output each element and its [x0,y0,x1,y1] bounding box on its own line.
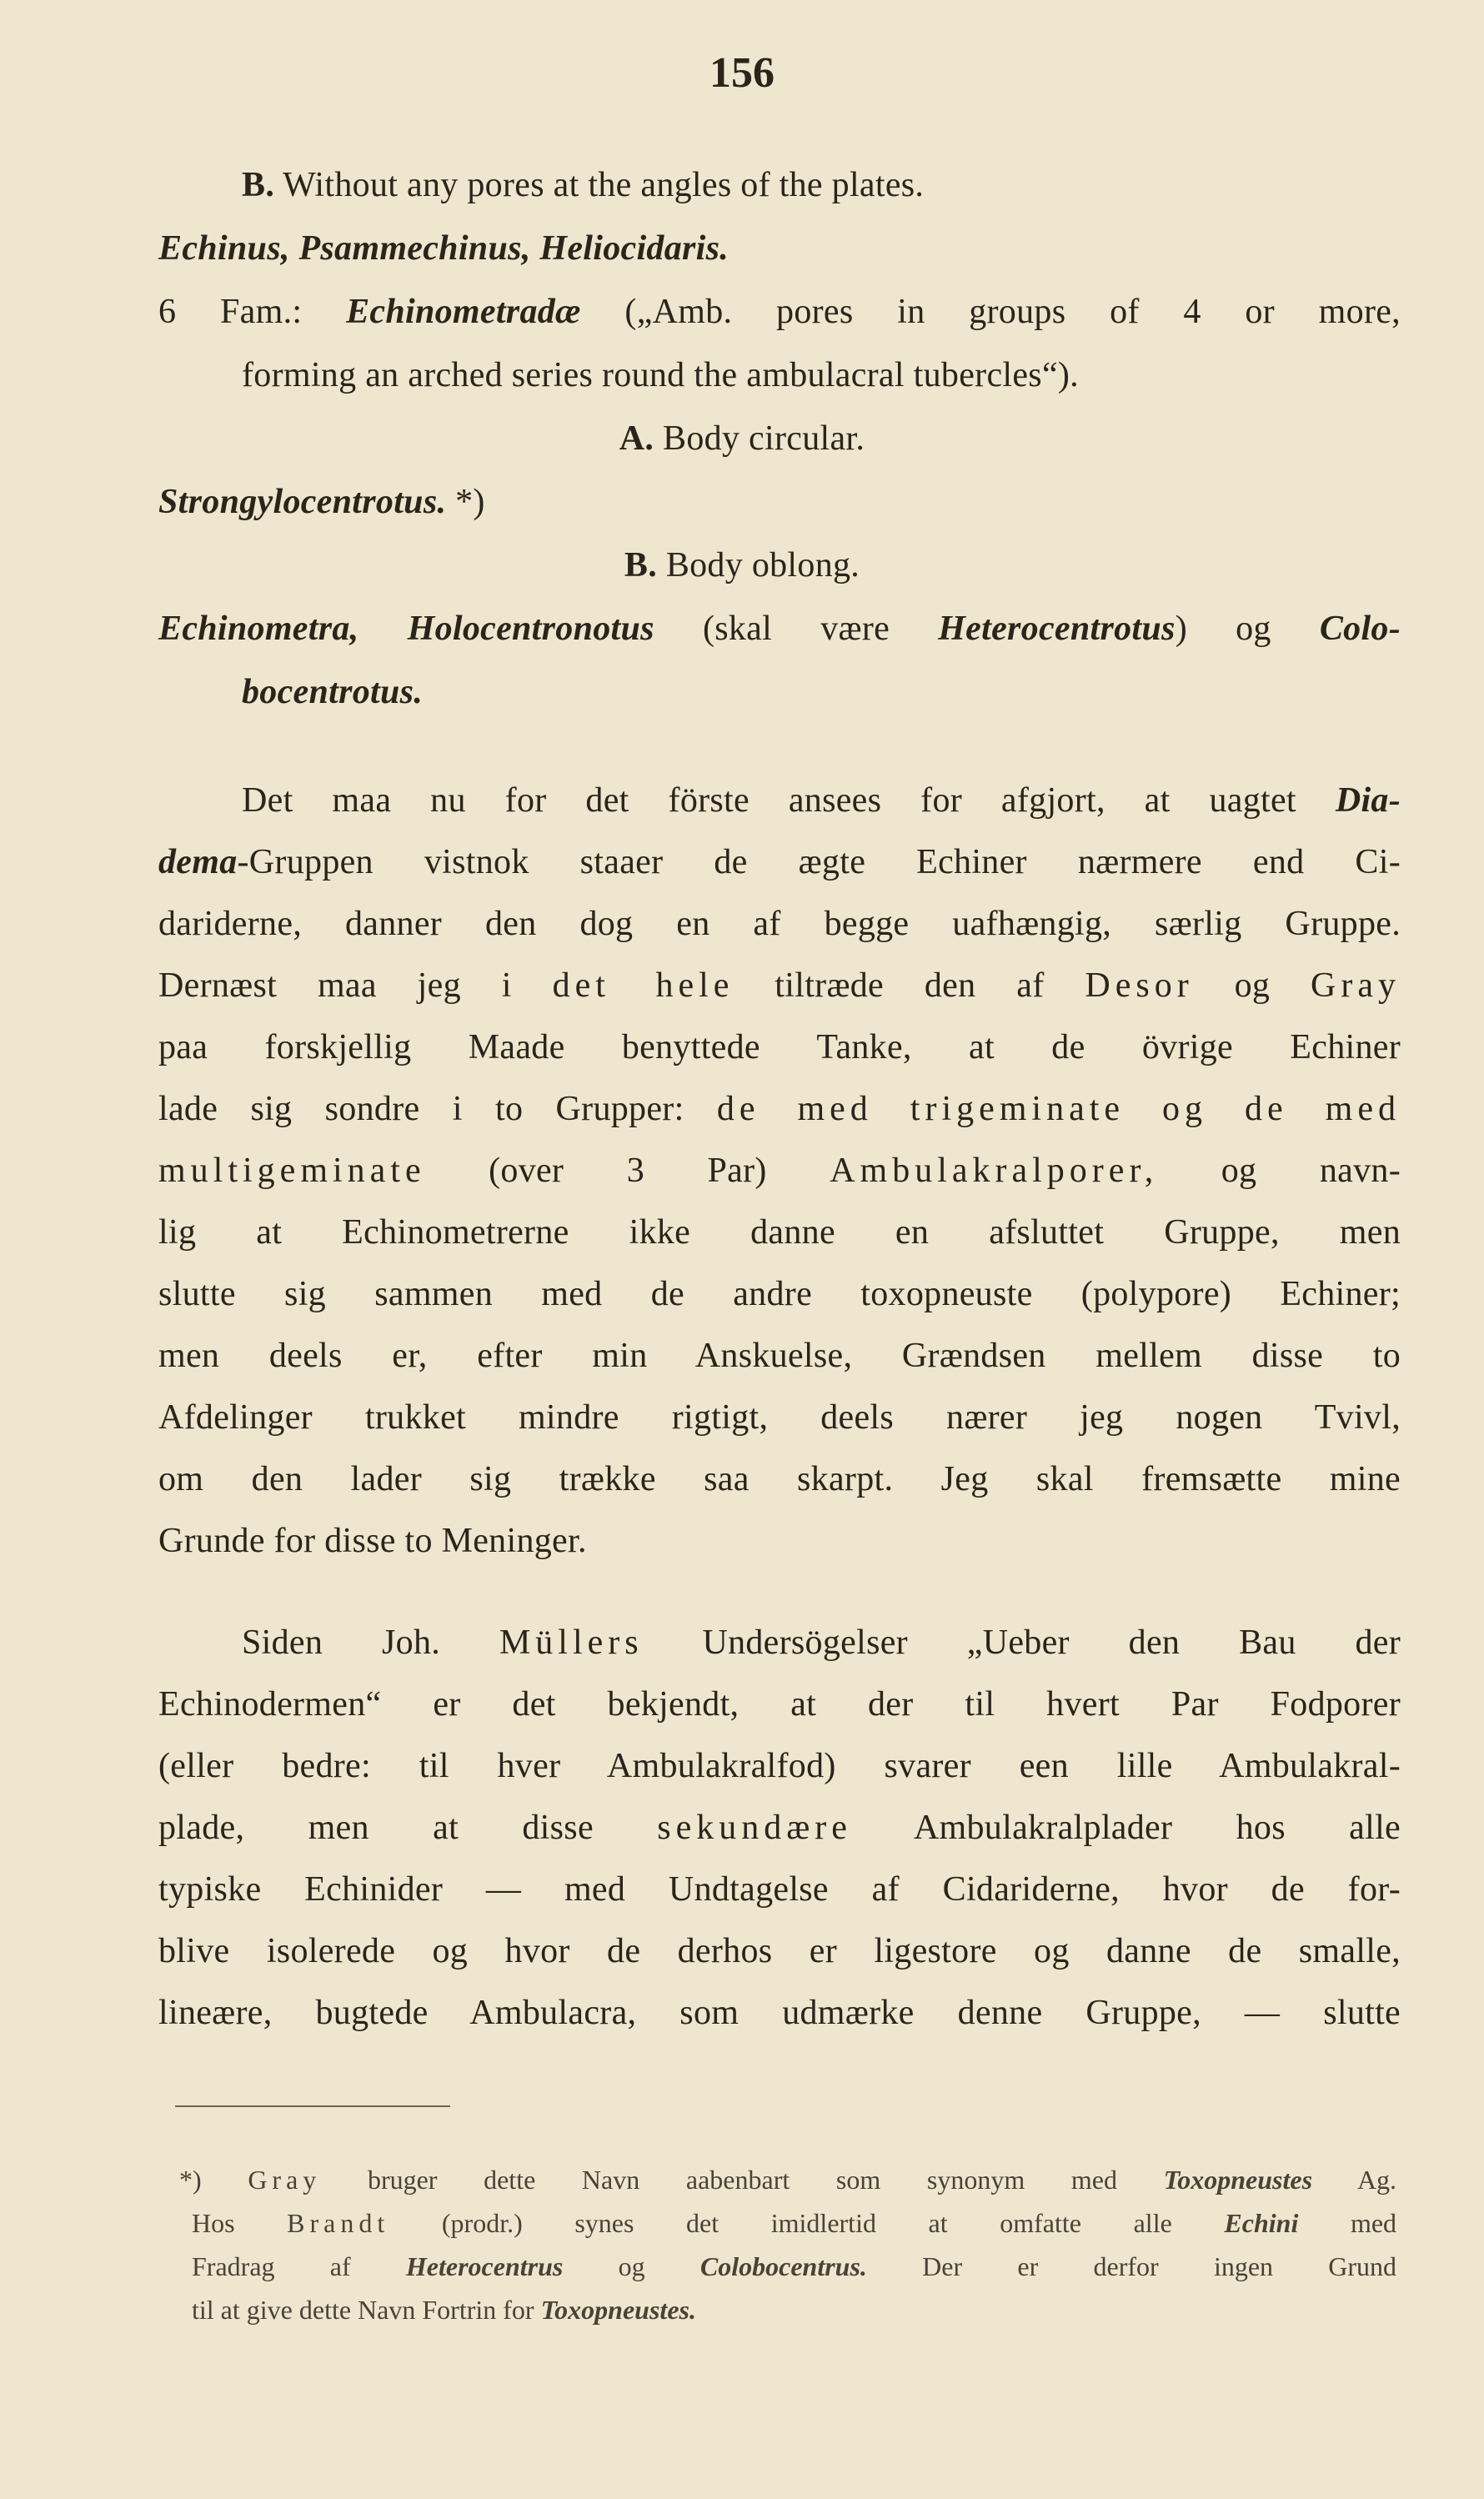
genera-line [158,223,1401,273]
footnote-line [192,2288,1396,2331]
genus-name: Echini [1224,2208,1299,2238]
author-name: Desor [1085,966,1194,1005]
spaced-text: de med trigeminate og de med [716,1090,1401,1128]
body-text-line: Echinodermen“ er det bekjendt, at der til hvert Par Fodporer [158,1685,1401,1724]
genus-name: Dia- [1335,781,1401,820]
body-text-line: om den lader sig trække saa skarpt. Jeg skal fremsætte mine [158,1460,1401,1498]
subsection-text: Body oblong. [665,546,860,585]
family-description: („Amb. pores in groups of 4 or more, [624,293,1401,331]
footnote-line [192,2201,1396,2245]
text-run: lade sig sondre i to Grupper: [158,1090,684,1128]
genus-name: Colobocentrus. [699,2251,867,2281]
inline-text: ) og [1175,610,1271,648]
body-text-line [158,837,1401,887]
genus-name: bocentrotus. [242,673,424,711]
body-text-line: (eller bedre: til hver Ambulakralfod) svarer een lille Ambulakral- [158,1747,1401,1785]
subsection-a-heading [0,414,1484,464]
genera-line [158,604,1401,654]
text-run: og [618,2251,645,2281]
body-text-line [158,961,1401,1011]
text-run: Det maa nu for det förste ansees for afgjort, at uagtet [242,781,1296,820]
footnote-rule [175,2105,450,2107]
footnote-marker: *) [179,2165,202,2195]
footnote-marker: *) [455,483,485,521]
body-text-line: dariderne, danner den dog en af begge uafhængig, særlig Gruppe. [158,905,1401,943]
text-run: (over 3 Par) [489,1152,767,1190]
genus-name: Heterocentrotus [938,610,1176,648]
body-text-line [242,1618,1401,1668]
body-text-line: paa forskjellig Maade benyttede Tanke, at de övrige Echiner [158,1028,1401,1066]
spaced-text: sekundære [657,1809,852,1847]
author-name: Müllers [499,1623,644,1662]
subsection-letter: A. [619,419,654,458]
subsection-text: Body circular. [663,419,865,458]
text-run: Ambulakralplader hos alle [913,1809,1401,1847]
text-run: Fradrag af [192,2251,351,2281]
family-name: Echinometradæ [346,293,581,331]
genus-name: Toxopneustes. [540,2295,696,2325]
footnote-line [192,2245,1396,2288]
author-name: Gray [248,2165,322,2195]
text-run: Undersögelser „Ueber den Bau der [702,1623,1401,1662]
genus-line-cont [242,667,1401,717]
text-run: (prodr.) synes det imidlertid at omfatte alle [441,2208,1172,2238]
body-text-line: typiske Echinider — med Undtagelse af Cidariderne, hvor de for- [158,1870,1401,1909]
family-number: 6 Fam.: [158,293,303,331]
section-letter: B. [242,166,275,204]
body-text-line [158,1146,1401,1196]
body-text-line: men deels er, efter min Anskuelse, Grændsen mellem disse to [158,1337,1401,1375]
body-text-line: lineære, bugtede Ambulacra, som udmærke denne Gruppe, — slutte [158,1994,1401,2032]
body-text-line: slutte sig sammen med de andre toxopneuste (polypore) Echiner; [158,1275,1401,1313]
text-run: Der er derfor ingen Grund [922,2251,1397,2281]
text-run: og navn- [1221,1152,1401,1190]
text-run: og [1234,966,1271,1005]
text-run: plade, men at disse [158,1809,594,1847]
body-text-line [158,1084,1401,1134]
body-text-line [242,775,1401,825]
section-b-heading [242,160,1401,210]
text-run: til at give dette Navn Fortrin for [192,2295,534,2325]
text-run: bruger dette Navn aabenbart som synonym med [367,2165,1117,2195]
body-text-line: lig at Echinometrerne ikke danne en afsluttet Gruppe, men [158,1213,1401,1252]
text-run: -Gruppen vistnok staaer de ægte Echiner nærmere end Ci- [237,843,1401,881]
body-text-line [158,1803,1401,1853]
body-text-line: blive isolerede og hvor de derhos er ligestore og danne de smalle, [158,1932,1401,1970]
subsection-b-heading [0,540,1484,590]
text-run: Hos [192,2208,235,2238]
genus-line [158,477,1401,527]
genera-list: Echinus, Psammechinus, Heliocidaris. [158,229,729,268]
section-text: Without any pores at the angles of the plates. [283,166,925,204]
text-run: Siden Joh. [242,1623,441,1662]
subsection-letter: B. [624,546,657,585]
genus-name: dema [158,843,238,881]
body-text-line: Afdelinger trukket mindre rigtigt, deels nærer jeg nogen Tvivl, [158,1398,1401,1437]
spaced-text: Ambulakralporer, [830,1152,1159,1190]
genus-name: Toxopneustes [1163,2165,1313,2195]
author-name: Gray [1311,966,1401,1005]
family-line [158,287,1401,337]
body-text-line: Grunde for disse to Meninger. [158,1522,587,1560]
genus-name: Heterocentrus [405,2251,564,2281]
text-run: tiltræde den af [775,966,1045,1005]
text-run: Dernæst maa jeg i [158,966,512,1005]
footnote-line [179,2158,1396,2201]
text-run: med [1350,2208,1397,2238]
genus-name: Strongylocentrotus. [158,483,447,521]
author-name: Brandt [287,2208,390,2238]
genus-name: Colo- [1319,610,1401,648]
spaced-text: det hele [552,966,734,1005]
inline-text: (skal være [702,610,890,648]
genus-name: Echinometra, [158,610,359,648]
genus-name: Holocentronotus [407,610,654,648]
spaced-text: multigeminate [158,1152,426,1190]
family-description-cont: forming an arched series round the ambulacral tubercles“). [242,356,1079,394]
page-number: 156 [709,49,775,97]
text-run: Ag. [1356,2165,1397,2195]
